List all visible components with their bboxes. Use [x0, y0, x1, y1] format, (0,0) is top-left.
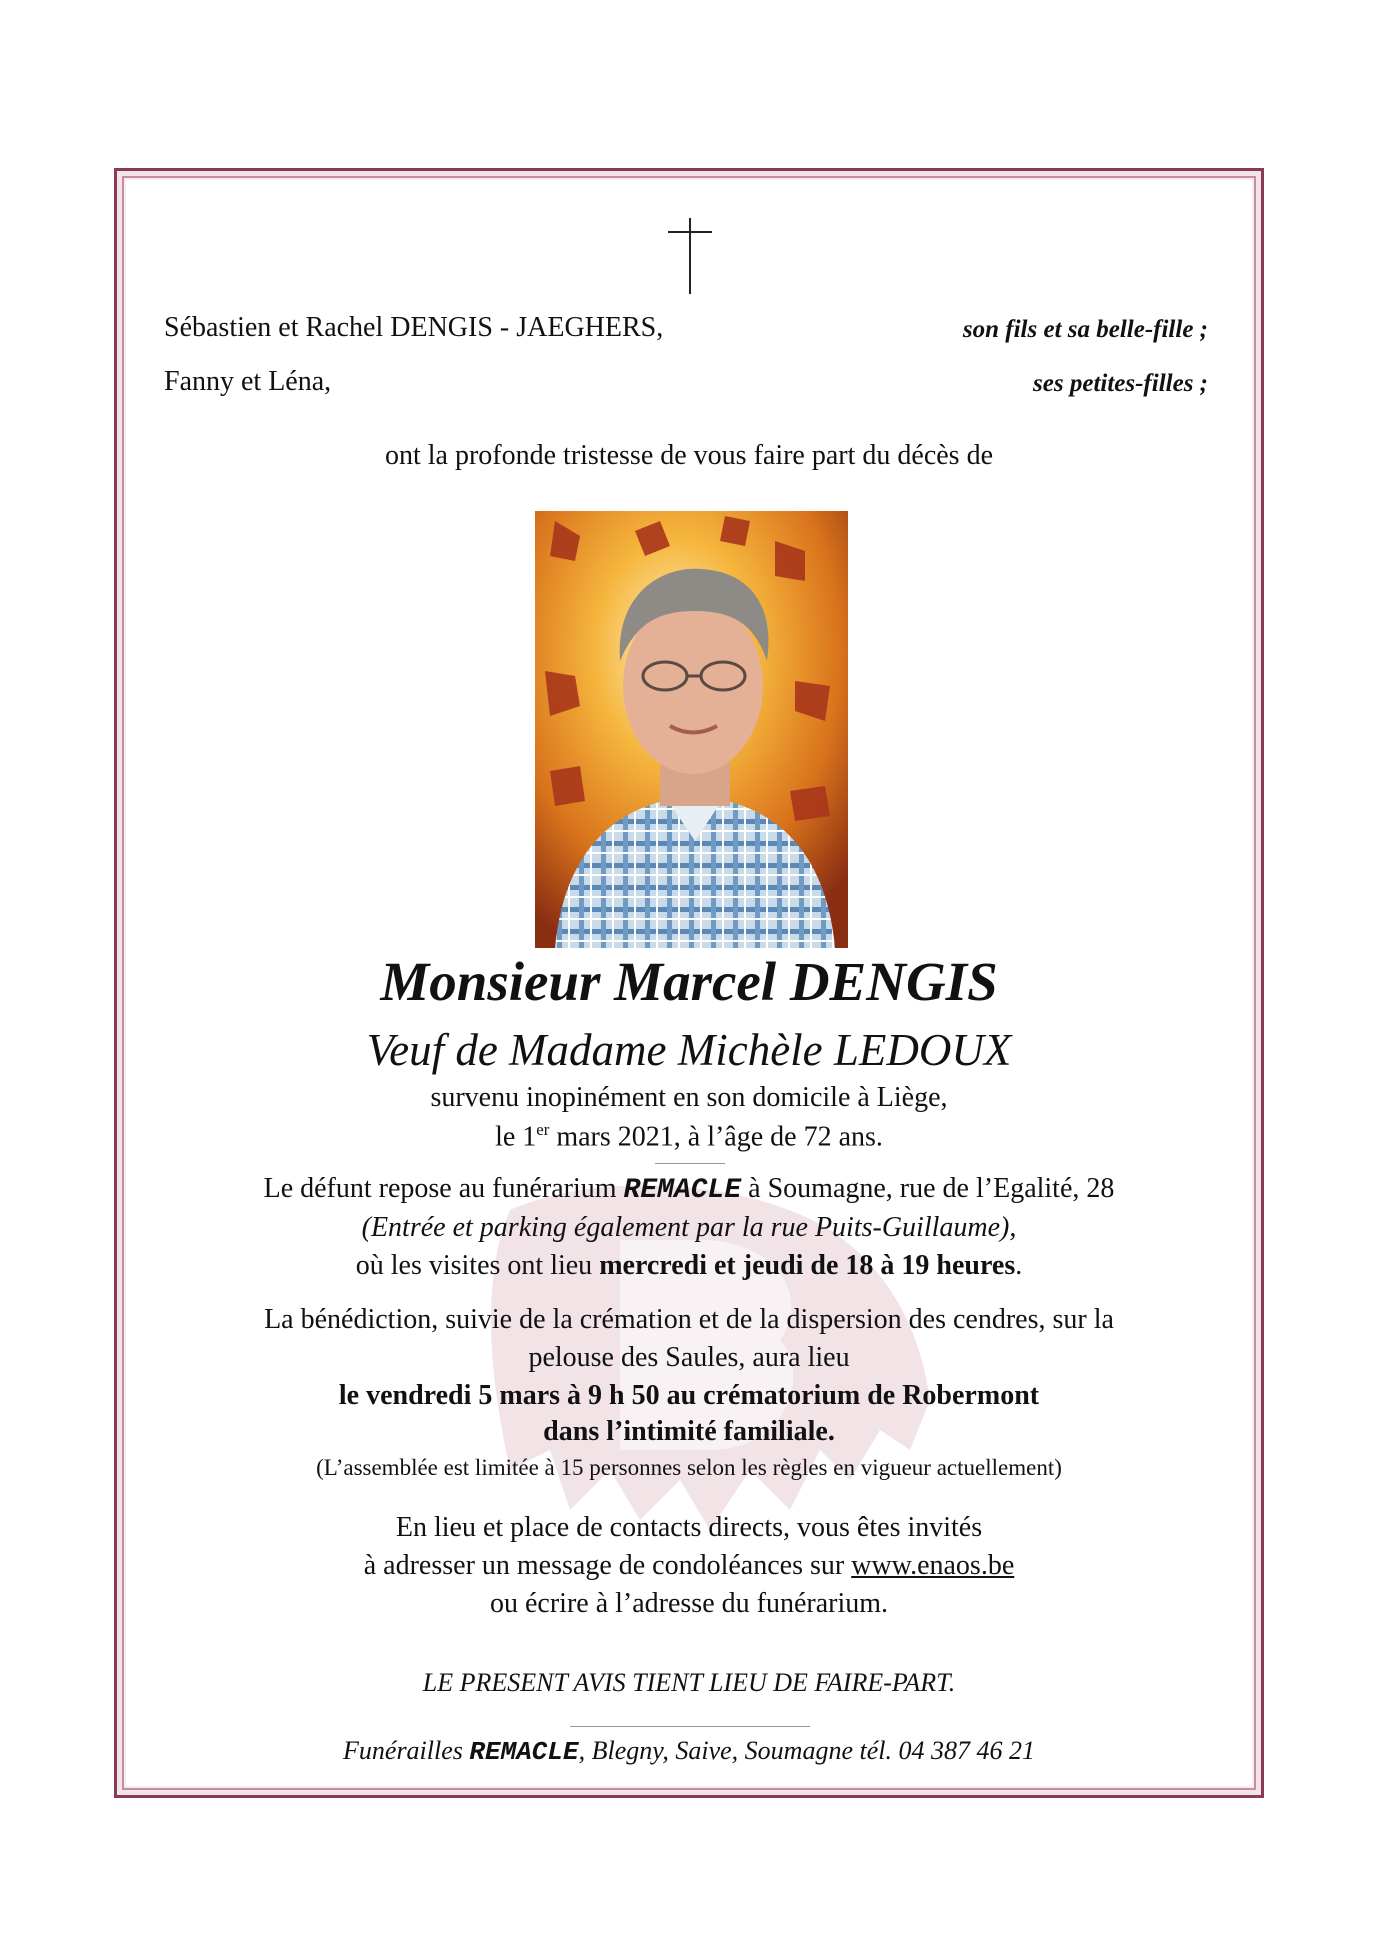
cross-icon — [668, 218, 712, 294]
rest-line-2: (Entrée et parking également par la rue Puits-Guillaume), — [361, 1212, 1017, 1243]
deceased-name: Monsieur Marcel DENGIS — [380, 951, 998, 1012]
deceased-spouse: Veuf de Madame Michèle LEDOUX — [366, 1025, 1012, 1075]
family-relation: ses petites-filles ; — [1033, 370, 1208, 397]
deceased-photo — [535, 511, 848, 948]
family-relation: son fils et sa belle-fille ; — [962, 316, 1208, 343]
condolences-line-2: à adresser un message de condoléances sur www.enaos.be — [363, 1550, 1015, 1581]
footer-text: Funérailles REMACLE, Blegny, Saive, Soumagne tél. 04 387 46 21 — [343, 1736, 1035, 1767]
ceremony-line-2: pelouse des Saules, aura lieu — [528, 1342, 850, 1373]
intro-text: ont la profonde tristesse de vous faire part du décès de — [384, 440, 993, 471]
divider — [655, 1163, 725, 1164]
notice-text: LE PRESENT AVIS TIENT LIEU DE FAIRE-PART. — [422, 1668, 956, 1697]
footer-divider — [570, 1726, 810, 1727]
family-names: Fanny et Léna, — [164, 366, 332, 397]
ceremony-line-4: dans l’intimité familiale. — [543, 1416, 835, 1447]
rest-line-3: où les visites ont lieu mercredi et jeudi de 18 à 19 heures. — [355, 1250, 1023, 1281]
condolences-link[interactable]: www.enaos.be — [851, 1550, 1015, 1581]
ceremony-line-1: La bénédiction, suivie de la crémation et de la dispersion des cendres, sur la — [264, 1304, 1114, 1335]
family-names: Sébastien et Rachel DENGIS - JAEGHERS, — [164, 312, 664, 343]
death-place: survenu inopinément en son domicile à Liège, — [430, 1082, 948, 1113]
rest-line-1: Le défunt repose au funérarium REMACLE à Soumagne, rue de l’Egalité, 28 — [263, 1173, 1115, 1206]
condolences-line-3: ou écrire à l’adresse du funérarium. — [489, 1588, 889, 1619]
ceremony-line-3: le vendredi 5 mars à 9 h 50 au crématorium de Robermont — [338, 1380, 1040, 1411]
ceremony-note: (L’assemblée est limitée à 15 personnes selon les règles en vigueur actuellement) — [316, 1455, 1062, 1480]
death-date: le 1er mars 2021, à l’âge de 72 ans. — [495, 1120, 883, 1153]
condolences-line-1: En lieu et place de contacts directs, vous êtes invités — [395, 1512, 983, 1543]
